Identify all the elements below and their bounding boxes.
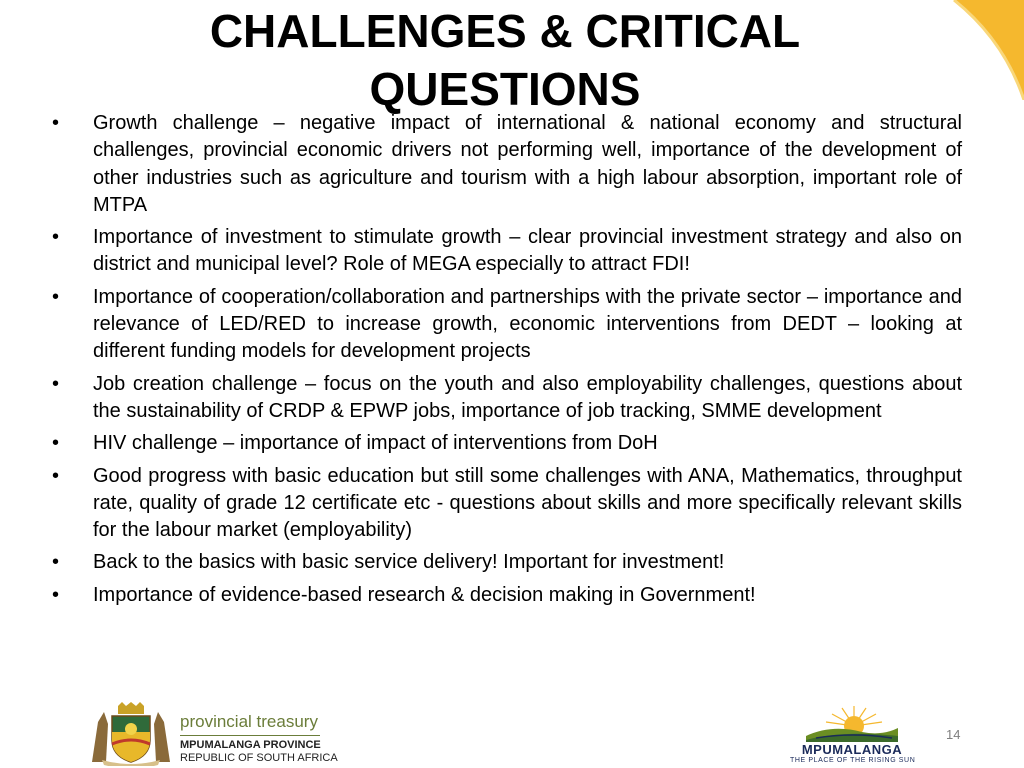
mpumalanga-logo-block bbox=[790, 704, 914, 766]
bullet-text: Back to the basics with basic service delivery! Important for investment! bbox=[93, 551, 725, 574]
bullet-item bbox=[52, 371, 962, 426]
bullet-dot: • bbox=[52, 464, 60, 487]
bullet-list bbox=[52, 110, 962, 614]
bullet-dot: • bbox=[52, 551, 60, 574]
treasury-province: MPUMALANGA PROVINCE bbox=[180, 739, 321, 751]
bullet-text: Importance of investment to stimulate growth – clear provincial investment strategy and also on district and municipal level? Role of MEGA especially to attract FDI! bbox=[93, 226, 962, 276]
bullet-dot: • bbox=[52, 372, 60, 395]
bullet-dot: • bbox=[52, 226, 60, 249]
bullet-dot: • bbox=[52, 432, 60, 455]
slide-title: CHALLENGES & CRITICAL QUESTIONS bbox=[209, 5, 801, 115]
bullet-item bbox=[52, 284, 962, 366]
bullet-text: Job creation challenge – focus on the youth and also employability challenges, questions about the sustainability of CRDP & EPWP jobs, importance of job tracking, SMME development bbox=[93, 372, 962, 422]
brand-tagline: THE PLACE OF THE RISING SUN bbox=[790, 757, 916, 764]
bullet-item bbox=[52, 430, 962, 457]
sun-corner-decoration bbox=[934, 0, 1024, 100]
coat-of-arms-icon bbox=[88, 702, 174, 766]
bullet-text: Importance of evidence-based research & decision making in Government! bbox=[93, 583, 756, 606]
bullet-item bbox=[52, 224, 962, 279]
bullet-text: Importance of cooperation/collaboration and partnerships with the private sector – importance and relevance of LED/RED to increase growth, economic interventions from DEDT – looking at different funding models for development projects bbox=[93, 285, 962, 363]
brand-name: MPUMALANGA bbox=[801, 742, 903, 757]
treasury-logo-block bbox=[88, 702, 348, 766]
bullet-item bbox=[52, 110, 962, 219]
rising-sun-logo-icon bbox=[802, 704, 902, 742]
bullet-item bbox=[52, 549, 962, 576]
bullet-text: Good progress with basic education but still some challenges with ANA, Mathematics, throughput rate, quality of grade 12 certificate etc - questions about skills and more specifically relevant skills for the labour market (employability) bbox=[93, 464, 962, 542]
bullet-item bbox=[52, 463, 962, 545]
bullet-text: Growth challenge – negative impact of international & national economy and structural challenges, provincial economic drivers not performing well, importance of the development of other industries such as agriculture and tourism with a high labour absorption, important role of MTPA bbox=[93, 112, 962, 216]
bullet-text: HIV challenge – importance of impact of interventions from DoH bbox=[93, 432, 658, 455]
bullet-dot: • bbox=[52, 285, 60, 308]
bullet-dot: • bbox=[52, 112, 60, 134]
bullet-dot: • bbox=[52, 583, 60, 606]
page-number: 14 bbox=[946, 727, 961, 742]
treasury-name: provincial treasury bbox=[180, 712, 318, 731]
bullet-item bbox=[52, 582, 962, 609]
treasury-divider bbox=[180, 735, 320, 736]
treasury-country: REPUBLIC OF SOUTH AFRICA bbox=[180, 752, 338, 764]
